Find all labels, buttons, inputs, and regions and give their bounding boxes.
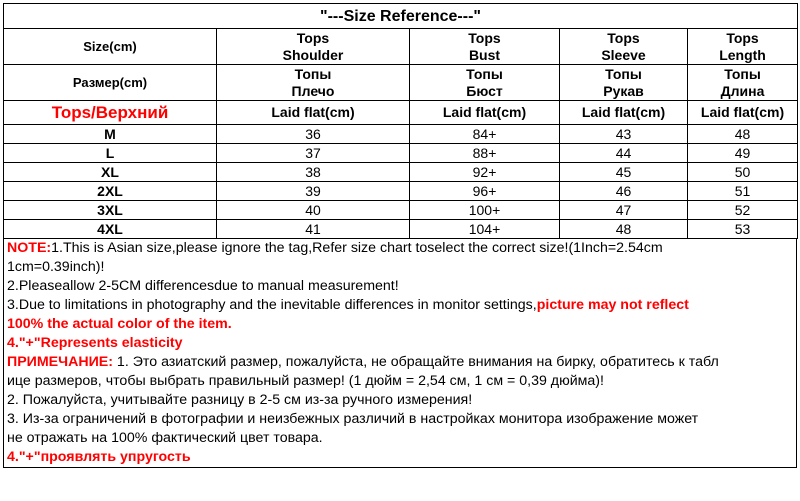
length-value: 49 <box>688 144 798 163</box>
size-name: M <box>4 125 217 144</box>
size-label-ru: Размер(cm) <box>4 65 217 101</box>
size-name: 2XL <box>4 182 217 201</box>
sleeve-value: 43 <box>560 125 688 144</box>
shoulder-value: 41 <box>217 220 410 239</box>
bust-value: 104+ <box>410 220 560 239</box>
sleeve-value: 48 <box>560 220 688 239</box>
note-ru-1-cont: ице размеров, чтобы выбрать правильный размер! (1 дюйм = 2,54 см, 1 см = 0,39 дюйма)! <box>7 373 604 389</box>
notes-block <box>3 239 797 468</box>
length-value: 50 <box>688 163 798 182</box>
table-title: "---Size Reference---" <box>4 4 798 29</box>
note-3-cont: 100% the actual color of the item. <box>7 316 232 332</box>
note-2: 2.Pleaseallow 2-5CM differencesdue to manual measurement! <box>7 278 399 294</box>
length-value: 52 <box>688 201 798 220</box>
header-bust-ru: Топы Бюст <box>410 65 560 101</box>
bust-value: 96+ <box>410 182 560 201</box>
length-value: 48 <box>688 125 798 144</box>
shoulder-value: 37 <box>217 144 410 163</box>
header-shoulder-ru: Топы Плечо <box>217 65 410 101</box>
table-row <box>4 220 798 239</box>
table-row <box>4 125 798 144</box>
shoulder-value: 39 <box>217 182 410 201</box>
shoulder-value: 40 <box>217 201 410 220</box>
header-length: Tops Length <box>688 29 798 65</box>
size-name: XL <box>4 163 217 182</box>
shoulder-value: 38 <box>217 163 410 182</box>
size-reference-sheet <box>3 3 797 468</box>
bust-value: 100+ <box>410 201 560 220</box>
sleeve-value: 45 <box>560 163 688 182</box>
measure-sleeve: Laid flat(cm) <box>560 101 688 125</box>
header-sleeve: Tops Sleeve <box>560 29 688 65</box>
bust-value: 92+ <box>410 163 560 182</box>
note-prefix: NOTE: <box>7 240 52 256</box>
header-sleeve-ru: Топы Рукав <box>560 65 688 101</box>
bust-value: 88+ <box>410 144 560 163</box>
note-ru-3-cont: не отражать на 100% фактический цвет товара. <box>7 430 323 446</box>
sleeve-value: 44 <box>560 144 688 163</box>
note-4: 4."+"Represents elasticity <box>7 335 183 351</box>
table-row <box>4 144 798 163</box>
note-1-cont: 1cm=0.39inch)! <box>7 259 105 275</box>
note-ru-1: ПРИМЕЧАНИЕ: 1. Это азиатский размер, пожалуйста, не обращайте внимания на бирку, обратитесь к табл <box>7 354 719 370</box>
table-row <box>4 201 798 220</box>
header-shoulder: Tops Shoulder <box>217 29 410 65</box>
note-ru-2: 2. Пожалуйста, учитывайте разницу в 2-5 см из-за ручного измерения! <box>7 392 473 408</box>
note-ru-prefix: ПРИМЕЧАНИЕ: <box>7 354 113 370</box>
size-table <box>3 3 798 239</box>
sleeve-value: 47 <box>560 201 688 220</box>
header-length-ru: Топы Длина <box>688 65 798 101</box>
tops-label: Tops/Верхний <box>4 101 217 125</box>
note-ru-3: 3. Из-за ограничений в фотографии и неизбежных различий в настройках монитора изображение может <box>7 411 699 427</box>
note-3: 3.Due to limitations in photography and the inevitable differences in monitor settings,picture may not reflect <box>7 297 689 313</box>
size-label: Size(cm) <box>4 29 217 65</box>
size-name: 4XL <box>4 220 217 239</box>
size-name: L <box>4 144 217 163</box>
measure-length: Laid flat(cm) <box>688 101 798 125</box>
length-value: 51 <box>688 182 798 201</box>
note-ru-4: 4."+"проявлять упругость <box>7 449 191 465</box>
shoulder-value: 36 <box>217 125 410 144</box>
sleeve-value: 46 <box>560 182 688 201</box>
size-name: 3XL <box>4 201 217 220</box>
table-row <box>4 182 798 201</box>
table-row <box>4 163 798 182</box>
header-bust: Tops Bust <box>410 29 560 65</box>
measure-bust: Laid flat(cm) <box>410 101 560 125</box>
measure-shoulder: Laid flat(cm) <box>217 101 410 125</box>
length-value: 53 <box>688 220 798 239</box>
bust-value: 84+ <box>410 125 560 144</box>
note-1: NOTE:1.This is Asian size,please ignore the tag,Refer size chart toselect the correct size!(1Inch=2.54cm <box>7 240 663 256</box>
